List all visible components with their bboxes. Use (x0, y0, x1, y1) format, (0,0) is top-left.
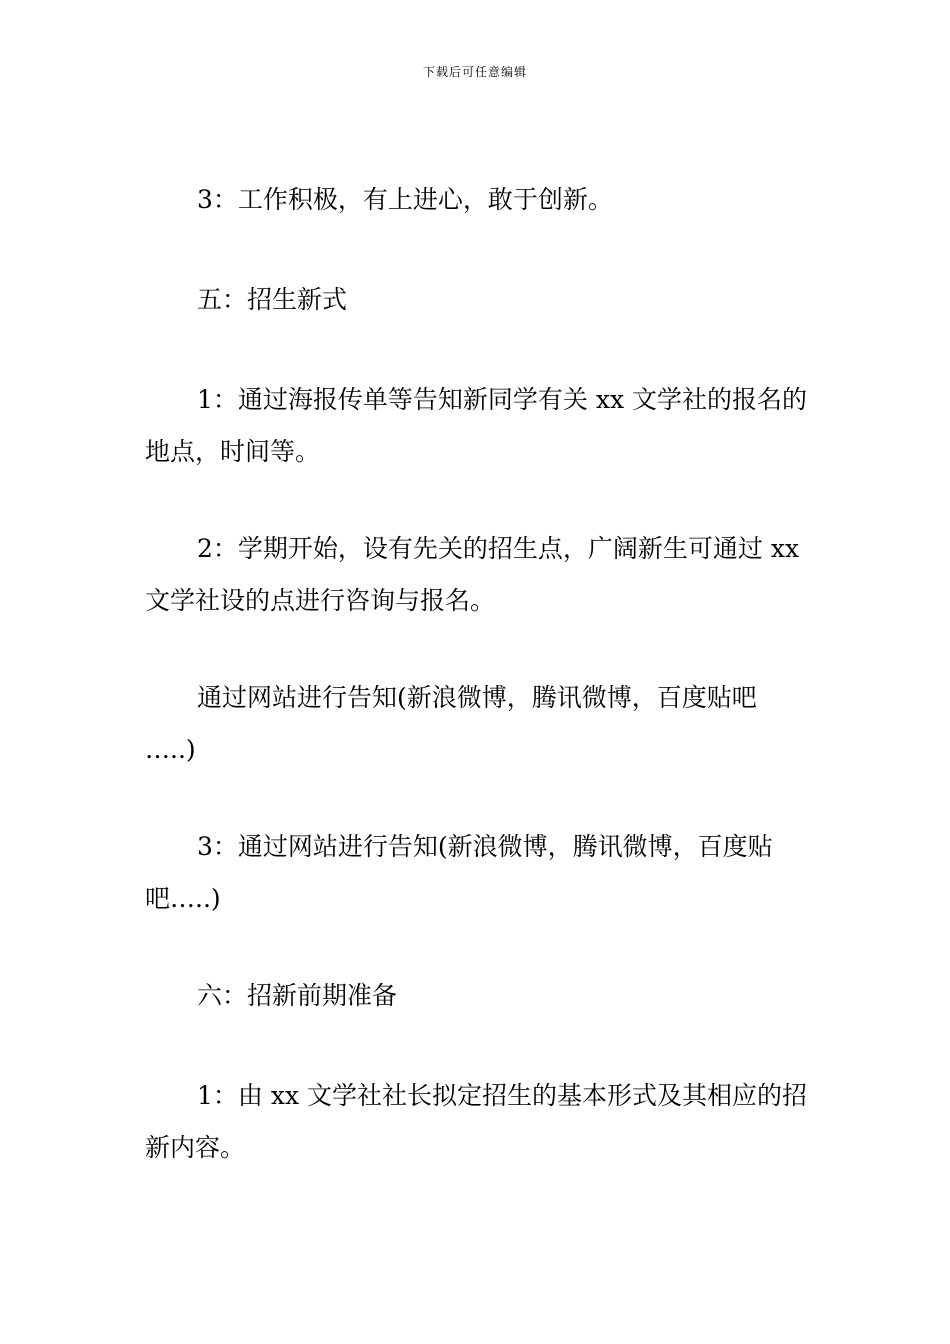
paragraph-line: 通过网站进行告知(新浪微博，腾讯微博，百度贴吧 (197, 683, 757, 712)
paragraph-requirement-3 (145, 174, 810, 226)
paragraph-method-2 (145, 523, 810, 627)
paragraph-line: 文学社设的点进行咨询与报名。 (145, 586, 496, 615)
paragraph-line: 六：招新前期准备 (197, 981, 398, 1010)
paragraph-website-notice (145, 672, 810, 776)
paragraph-line: 五：招生新式 (197, 285, 348, 314)
paragraph-line: 1：通过海报传单等告知新同学有关 xx 文学社的报名的 (197, 385, 807, 414)
section-heading-recruitment-method (145, 274, 810, 326)
paragraph-line: …..) (145, 735, 196, 764)
paragraph-line: 吧…..) (145, 884, 221, 913)
paragraph-preparation-1 (145, 1070, 810, 1174)
paragraph-line: 2：学期开始，设有先关的招生点，广阔新生可通过 xx (197, 534, 800, 563)
paragraph-line: 3：工作积极，有上进心，敢于创新。 (197, 185, 613, 214)
paragraph-line: 新内容。 (145, 1133, 246, 1162)
paragraph-line: 1：由 xx 文学社社长拟定招生的基本形式及其相应的招 (197, 1081, 807, 1110)
paragraph-method-1 (145, 374, 810, 478)
paragraph-method-3 (145, 821, 810, 925)
paragraph-line: 3：通过网站进行告知(新浪微博，腾讯微博，百度贴 (197, 832, 773, 861)
paragraph-line: 地点，时间等。 (145, 437, 321, 466)
page-header: 下载后可任意编辑 (422, 65, 527, 79)
section-heading-preparation (145, 970, 810, 1022)
